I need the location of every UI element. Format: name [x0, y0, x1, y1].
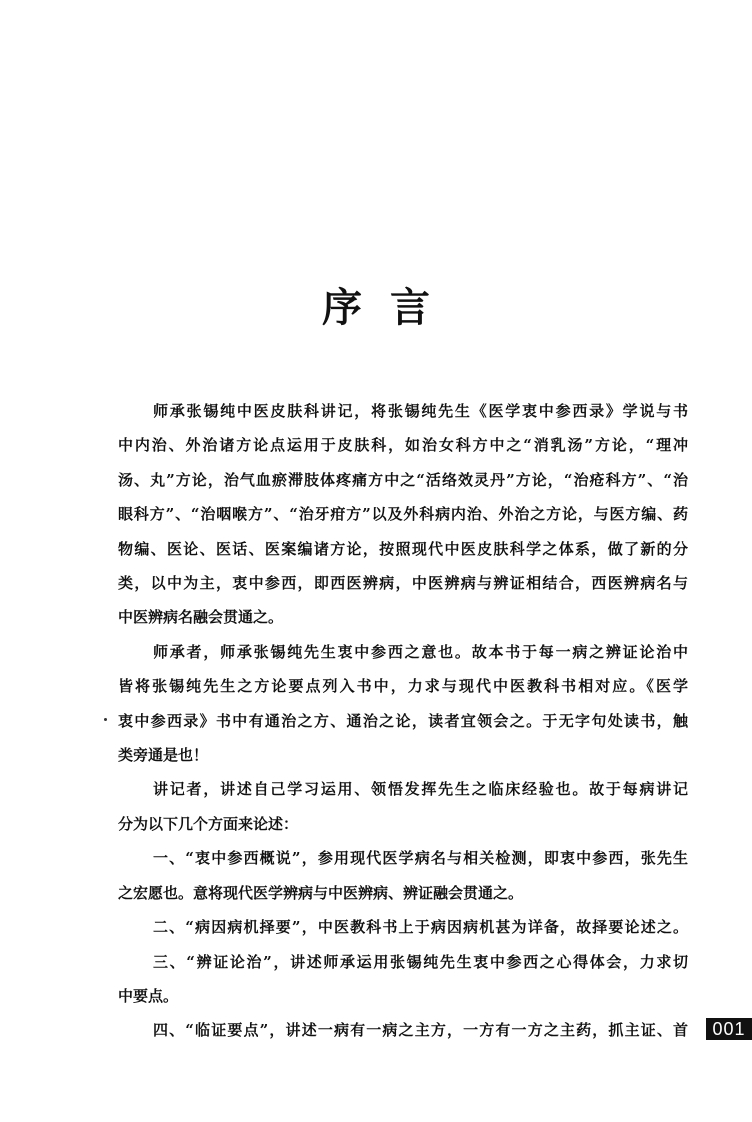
text-line: 类旁通是也！ [118, 746, 209, 765]
text-line: 中内治、外治诸方论点运用于皮肤科，如治女科方中之“消乳汤”方论，“理冲 [118, 436, 688, 455]
preface-body [118, 394, 688, 1048]
text-line: 类，以中为主，衷中参西，即西医辨病，中医辨病与辨证相结合，西医辨病名与 [118, 574, 688, 593]
text-line: 四、“临证要点”，讲述一病有一病之主方，一方有一方之主药，抓主证、首 [153, 1021, 688, 1040]
text-line: 分为以下几个方面来论述： [118, 814, 299, 833]
text-line: 中医辨病名融会贯通之。 [118, 608, 284, 627]
text-line: 二、“病因病机择要”，中医教科书上于病因病机甚为详备，故择要论述之。 [153, 918, 688, 937]
text-line: 一、“衷中参西概说”，参用现代医学病名与相关检测，即衷中参西，张先生 [153, 849, 688, 868]
text-line: 三、“辨证论治”，讲述师承运用张锡纯先生衷中参西之心得体会，力求切 [153, 952, 688, 971]
text-line: 讲记者，讲述自己学习运用、领悟发挥先生之临床经验也。故于每病讲记 [153, 780, 688, 799]
text-line: 之宏愿也。意将现代医学辨病与中医辨病、辨证融会贯通之。 [118, 883, 524, 902]
text-line: 皆将张锡纯先生之方论要点列入书中，力求与现代中医教科书相对应。《医学 [118, 677, 688, 696]
text-line: 物编、医论、医话、医案编诸方论，按照现代中医皮肤科学之体系，做了新的分 [118, 539, 688, 558]
text-line: 衷中参西录》书中有通治之方、通治之论，读者宜领会之。于无字句处读书，触 [118, 711, 688, 730]
page-title: 序言 [322, 284, 458, 331]
text-line: 师承张锡纯中医皮肤科讲记，将张锡纯先生《医学衷中参西录》学说与书 [153, 402, 688, 420]
text-line: 汤、丸”方论，治气血瘀滞肢体疼痛方中之“活络效灵丹”方论，“治疮科方”、“治 [118, 470, 688, 489]
scan-speck [104, 718, 107, 721]
text-line: 中要点。 [118, 986, 179, 1005]
page-number: 001 [706, 1018, 752, 1040]
text-line: 眼科方”、“治咽喉方”、“治牙疳方”以及外科病内治、外治之方论，与医方编、药 [118, 505, 688, 524]
text-line: 师承者，师承张锡纯先生衷中参西之意也。故本书于每一病之辨证论治中 [153, 642, 688, 661]
